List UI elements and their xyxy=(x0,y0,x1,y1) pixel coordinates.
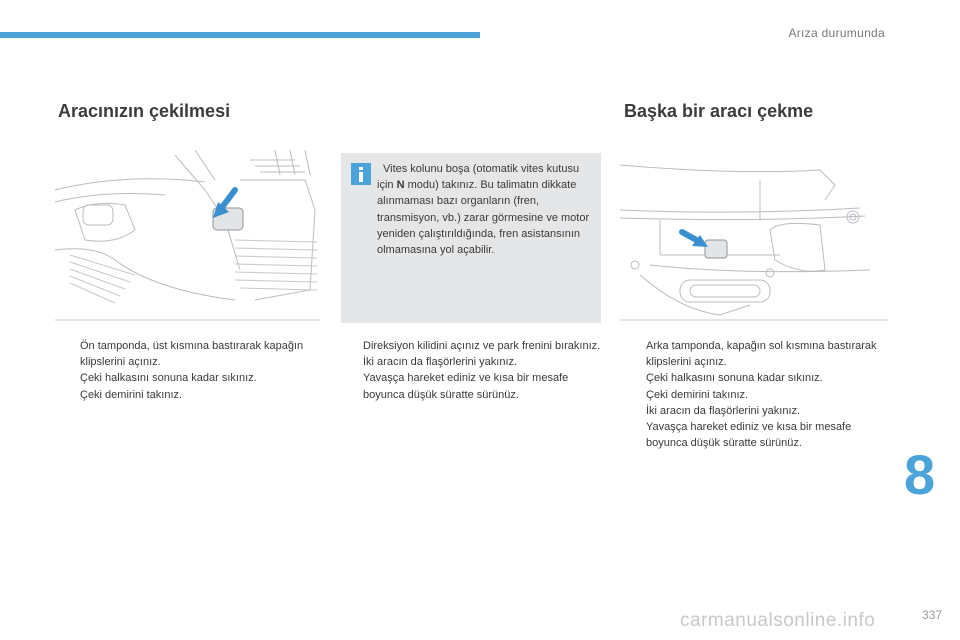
list-item: İki aracın da flaşörlerini yakınız. xyxy=(646,404,801,417)
list-item: Arka tamponda, kapağın sol kısmına bastırarak klipslerini açınız. xyxy=(646,340,877,369)
list-item: Çeki halkasını sonuna kadar sıkınız. xyxy=(80,372,257,385)
towing-your-vehicle-title: Aracınızın çekilmesi xyxy=(58,101,231,121)
towing-procedure-steps xyxy=(341,338,601,403)
top-accent-bar xyxy=(0,32,480,38)
list-item: Yavaşça hareket ediniz ve kısa bir mesafe boyunca düşük süratte sürünüz. xyxy=(646,421,852,450)
towing-another-vehicle-title: Başka bir aracı çekme xyxy=(624,101,814,121)
list-item: Çeki halkasını sonuna kadar sıkınız. xyxy=(646,372,823,385)
list-item: Çeki demirini takınız. xyxy=(80,388,183,401)
front-bumper-illustration xyxy=(55,150,320,328)
list-item: Direksiyon kilidini açınız ve park frenini bırakınız. xyxy=(363,340,601,352)
arrow-icon xyxy=(682,232,708,247)
chapter-number: 8 xyxy=(904,443,936,506)
list-item: İki aracın da flaşörlerini yakınız. xyxy=(363,356,518,369)
info-text: Vites kolunu boşa (otomatik vites kutusu için N modu) takınız. Bu talimatın dikkate alınmaması bazı organların (fren, transmisyon, vb.) zarar görmesine ve motor yeniden çalıştırıldığında, fren asistansının olmamasına yol açabilir. xyxy=(377,163,590,257)
list-item: Yavaşça hareket ediniz ve kısa bir mesafe boyunca düşük süratte sürünüz. xyxy=(363,372,569,401)
info-icon xyxy=(351,163,371,185)
rear-towing-steps xyxy=(624,338,889,451)
info-box xyxy=(341,153,601,323)
section-label: Arıza durumunda xyxy=(788,26,885,40)
front-towing-steps xyxy=(58,338,308,403)
list-item: Ön tamponda, üst kısmına bastırarak kapağın klipslerini açınız. xyxy=(80,340,304,369)
list-item: Çeki demirini takınız. xyxy=(646,388,749,401)
page-number: 337 xyxy=(921,608,942,622)
neutral-mode-label: N xyxy=(396,179,405,192)
watermark: carmanualsonline.info xyxy=(680,610,876,631)
rear-bumper-illustration xyxy=(620,160,888,328)
